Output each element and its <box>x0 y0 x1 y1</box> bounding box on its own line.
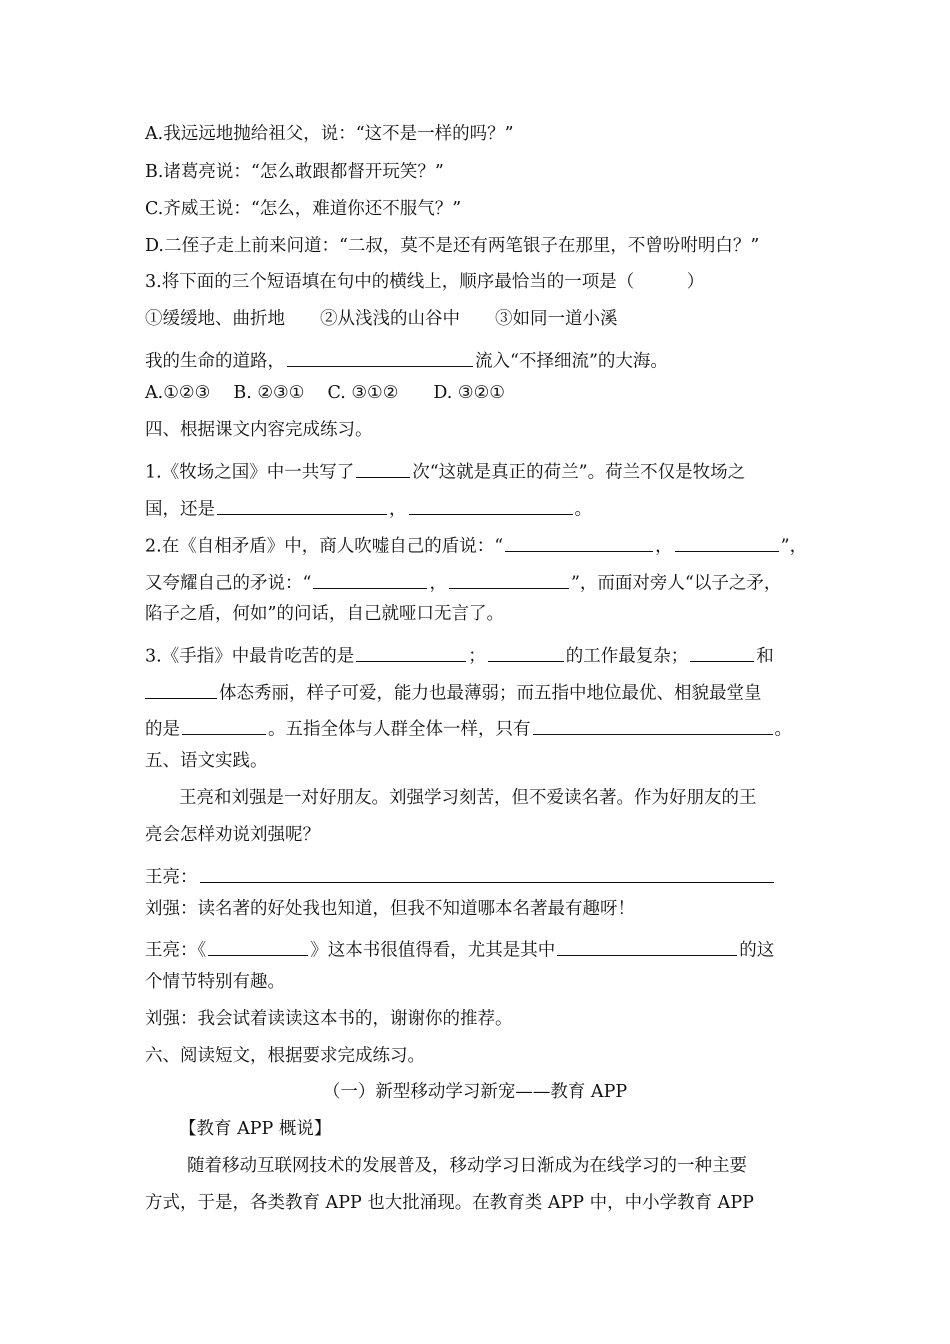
section-4-heading: 四、根据课文内容完成练习。 <box>145 420 373 440</box>
s4-q3-text-a: 3.《手指》中最肯吃苦的是 <box>145 646 355 667</box>
end-mark: 。 <box>774 719 792 740</box>
s5-wang2-text-c: 的这 <box>739 940 775 961</box>
s4-q2-line1 <box>145 533 807 556</box>
answer-blank[interactable] <box>287 348 473 367</box>
s4-q2-line3: 陷子之盾，何如”的问话，自己就哑口无言了。 <box>145 604 504 624</box>
s4-q2-text-a: 2.在《自相矛盾》中，商人吹嘘自己的盾说：“ <box>145 536 504 557</box>
answer-blank[interactable] <box>200 864 774 883</box>
sentence-before: 我的生命的道路， <box>145 351 285 372</box>
option-a: A.我远远地抛给祖父，说：“这不是一样的吗？” <box>145 124 514 144</box>
question-3-sentence <box>145 348 668 371</box>
answer-blank[interactable] <box>675 533 779 552</box>
s4-q1-text-b: 次“这就是真正的荷兰”。荷兰不仅是牧场之 <box>412 462 746 483</box>
answer-blank[interactable] <box>217 496 387 515</box>
question-3-stem: 3.将下面的三个短语填在句中的横线上，顺序最恰当的一项是（ ） <box>145 272 705 292</box>
section-5-heading: 五、语文实践。 <box>145 751 268 771</box>
s4-q1-text-c: 国，还是 <box>145 499 215 520</box>
section-6-heading: 六、阅读短文，根据要求完成练习。 <box>145 1046 425 1066</box>
option-d: D.二侄子走上前来问道：“二叔，莫不是还有两笔银子在那里，不曾吩咐明白？” <box>145 236 760 256</box>
answer-blank[interactable] <box>208 937 308 956</box>
end-mark: ”， <box>780 536 808 557</box>
s5-wang-line2 <box>145 937 774 960</box>
answer-blank[interactable] <box>145 680 217 699</box>
passage-line2: 方式，于是，各类教育 APP 也大批涌现。在教育类 APP 中，中小学教育 APP <box>145 1193 754 1213</box>
question-3-phrases: ①缓缓地、曲折地 ②从浅浅的山谷中 ③如同一道小溪 <box>145 309 618 329</box>
answer-blank[interactable] <box>557 937 737 956</box>
s5-paragraph-line1: 王亮和刘强是一对好朋友。刘强学习刻苦，但不爱读名著。作为好朋友的王 <box>179 788 757 808</box>
s4-q2-text-c: ”，而面对旁人“以子之矛， <box>570 573 782 594</box>
sentence-after: 流入“不择细流”的大海。 <box>475 351 668 372</box>
separator: ， <box>389 499 407 520</box>
option-c: C.齐威王说：“怎么，难道你还不服气？” <box>145 199 462 219</box>
answer-blank[interactable] <box>488 643 564 662</box>
passage-subtitle: 【教育 APP 概说】 <box>179 1119 332 1139</box>
separator: ， <box>655 536 673 557</box>
answer-blank[interactable] <box>505 533 653 552</box>
passage-line1: 随着移动互联网技术的发展普及，移动学习日渐成为在线学习的一种主要 <box>187 1156 747 1176</box>
s4-q2-line2 <box>145 570 781 593</box>
s5-wang2-text-a: 王亮：《 <box>145 940 207 961</box>
answer-blank[interactable] <box>690 643 754 662</box>
s4-q1-line1 <box>145 459 745 482</box>
s4-q1-text-a: 1.《牧场之国》中一共写了 <box>145 462 355 483</box>
s4-q1-line2 <box>145 496 592 519</box>
answer-blank[interactable] <box>533 716 773 735</box>
s5-wang-line3: 个情节特别有趣。 <box>145 972 285 992</box>
option-b: B.诸葛亮说：“怎么敢跟都督开玩笑？” <box>145 162 444 182</box>
s4-q3-line2 <box>145 680 762 703</box>
s5-liu-line1: 刘强：读名著的好处我也知道，但我不知道哪本名著最有趣呀！ <box>145 899 635 919</box>
s5-wang2-text-b: 》这本书很值得看，尤其是其中 <box>310 940 556 961</box>
s4-q3-line3 <box>145 716 792 739</box>
s4-q3-text-b: 的工作最复杂； <box>565 646 689 667</box>
answer-blank[interactable] <box>449 570 569 589</box>
s4-q3-line1 <box>145 643 774 666</box>
s5-liu-line2: 刘强：我会试着读读这本书的，谢谢你的推荐。 <box>145 1009 513 1029</box>
speaker-label: 王亮： <box>145 867 198 888</box>
s4-q3-text-c: 和 <box>756 646 774 667</box>
answer-blank[interactable] <box>409 496 573 515</box>
question-3-options: A.①②③ B. ②③① C. ③①② D. ③②① <box>145 383 505 403</box>
separator: ； <box>468 646 486 667</box>
passage-title: （一）新型移动学习新宠——教育 APP <box>322 1082 628 1102</box>
s4-q3-text-e: 的是 <box>145 719 180 740</box>
s4-q3-text-d: 体态秀丽，样子可爱，能力也最薄弱；而五指中地位最优、相貌最堂皇 <box>219 683 762 704</box>
s5-wang-line1 <box>145 864 776 887</box>
answer-blank[interactable] <box>313 570 427 589</box>
s5-paragraph-line2: 亮会怎样劝说刘强呢？ <box>145 825 320 845</box>
answer-blank[interactable] <box>356 459 410 478</box>
answer-blank[interactable] <box>356 643 466 662</box>
end-mark: 。 <box>574 499 592 520</box>
separator: ， <box>429 573 447 594</box>
s4-q3-text-f: 。五指全体与人群全体一样，只有 <box>268 719 531 740</box>
s4-q2-text-b: 又夸耀自己的矛说：“ <box>145 573 312 594</box>
answer-blank[interactable] <box>182 716 266 735</box>
